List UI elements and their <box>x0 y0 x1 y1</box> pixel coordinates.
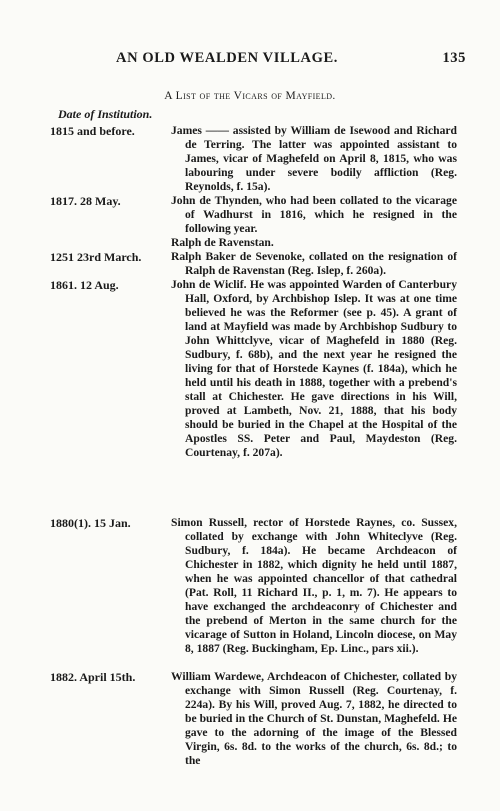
entry-text: John de Wiclif. He was appointed Warden of Canterbury Hall, Oxford, by Archbishop Islep. It was at one time believed he was the Reformer (see p. 45). A grant of land at Mayfield was made by Archbishop Sudbury to John Whittclyve, vicar of Maghefeld in 1880 (Reg. Sudbury, f. 68b), and the next year he resigned the living for that of Horstede Kaynes (f. 184a), which he held until his death in 1888, together with a prebend's stall at Chichester. He gave directions in his Will, proved at Lambeth, Nov. 21, 1888, that his body should be buried in the Chapel at the Hospital of the Apostles SS. Peter and Paul, Maydeston (Reg. Courtenay, f. 207a). <box>171 278 457 459</box>
entry-text: Ralph Baker de Sevenoke, collated on the resignation of Ralph de Ravenstan (Reg. Islep, f. 260a). <box>171 250 457 277</box>
page-number: 135 <box>442 50 466 66</box>
entry-date: 1251 23rd March. <box>50 250 142 264</box>
running-head-title: AN OLD WEALDEN VILLAGE. <box>116 50 338 66</box>
date-of-institution-heading: Date of Institution. <box>58 107 153 121</box>
entry-text: Ralph de Ravenstan. <box>171 236 274 249</box>
entry-text: William Wardewe, Archdeacon of Chichester, collated by exchange with Simon Russell (Reg. Courtenay, f. 224a). By his Will, proved Aug. 7, 1882, he directed to be buried in the Church of St. Dunstan, Maghefeld. He gave to the adorning of the image of the Blessed Virgin, 6s. 8d. to the works of the church, 6s. 8d.; to the <box>171 670 457 767</box>
entry-date: 1882. April 15th. <box>50 670 136 684</box>
entry-date: 1880(1). 15 Jan. <box>50 516 131 530</box>
list-title: A List of the Vicars of Mayfield. <box>164 90 336 102</box>
entry-text: James —— assisted by William de Isewood and Richard de Terring. The latter was appointed assistant to James, vicar of Maghefeld on April 8, 1815, who was labouring under severe bodily affliction (Reg. Reynolds, f. 15a). <box>171 124 457 193</box>
entry-date: 1817. 28 May. <box>50 194 121 208</box>
entry-text: Simon Russell, rector of Horstede Raynes, co. Sussex, collated by exchange with John Whiteclyve (Reg. Sudbury, f. 184a). He became Archdeacon of Chichester in 1882, which dignity he held until 1887, when he was appointed chancellor of that cathedral (Pat. Roll, 11 Richard II., p. 1, m. 7). He appears to have exchanged the archdeaconry of Chichester and the prebend of Merton in the same church for the vicarage of Sutton in Holand, Lincoln diocese, on May 8, 1887 (Reg. Buckingham, Ep. Linc., pars xii.). <box>171 516 457 655</box>
entry-text: John de Thynden, who had been collated to the vicarage of Wadhurst in 1816, which he resigned in the following year. <box>171 194 457 235</box>
entry-date: 1861. 12 Aug. <box>50 278 119 292</box>
entry-date: 1815 and before. <box>50 124 135 138</box>
